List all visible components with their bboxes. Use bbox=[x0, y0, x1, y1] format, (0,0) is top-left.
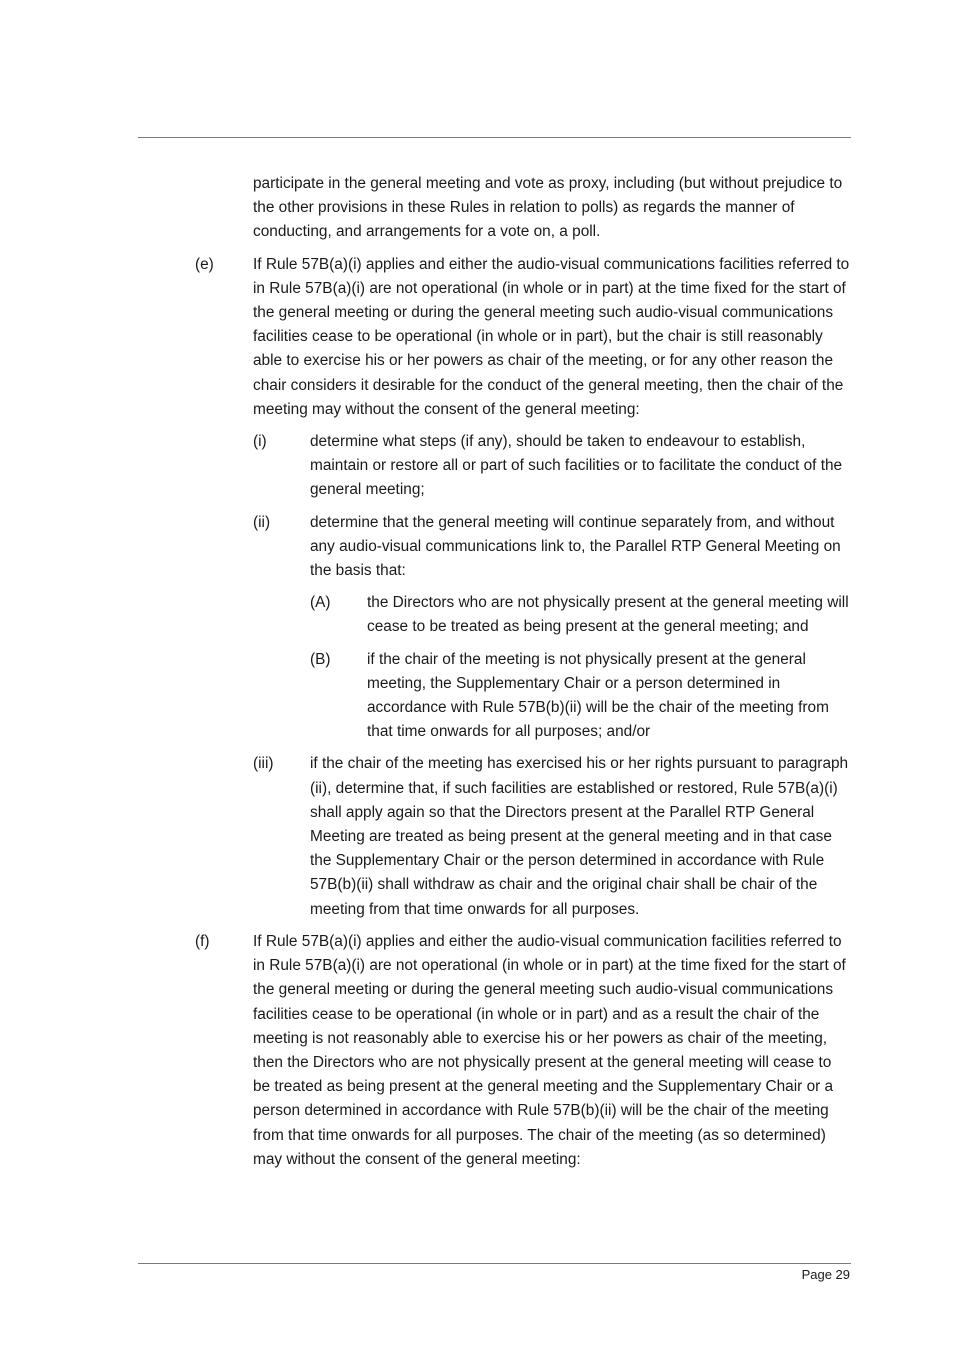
item-e-iii-text: if the chair of the meeting has exercised his or her rights pursuant to paragraph (ii), determine that, if such facilities are established or restored, Rule 57B(a)(i) shall apply again so that the Directors present at the Parallel RTP General Meeting are treated as being present at the general meeting and in that case the Supplementary Chair or the person determined in accordance with Rule 57B(b)(ii) shall withdraw as chair and the original chair shall be chair of the meeting from that time onwards for all purposes. bbox=[310, 755, 849, 918]
paragraph-e-text: If Rule 57B(a)(i) applies and either the audio-visual communications facilities referred to in Rule 57B(a)(i) are not operational (in whole or in part) at the time fixed for the start of the general meeting or during the general meeting such audio-visual communications facilities cease to be operational (in whole or in part), but the chair is still reasonably able to exercise his or her powers as chair of the meeting, or for any other reason the chair considers it desirable for the conduct of the general meeting, then the chair of the meeting may without the consent of the general meeting: bbox=[253, 255, 850, 418]
document-body bbox=[0, 172, 965, 1172]
subitem-e-ii-a bbox=[0, 591, 965, 639]
paragraph-f-label: (f) bbox=[195, 932, 210, 950]
item-e-iii-label: (iii) bbox=[253, 755, 274, 773]
paragraph-f-text: If Rule 57B(a)(i) applies and either the audio-visual communication facilities referred to in Rule 57B(a)(i) are not operational (in whole or in part) at the time fixed for the start of the general meeting or during the general meeting such audio-visual communications facilities cease to be operational (in whole or in part) and as a result the chair of the meeting is not reasonably able to exercise his or her powers as chair of the meeting, then the Directors who are not physically present at the general meeting will cease to be treated as being present at the general meeting and the Supplementary Chair or a person determined in accordance with Rule 57B(b)(ii) will be the chair of the meeting from that time onwards for all purposes. The chair of the meeting (as so determined) may without the consent of the general meeting: bbox=[253, 932, 846, 1168]
item-e-iii bbox=[0, 752, 965, 921]
item-e-i-label: (i) bbox=[253, 433, 267, 451]
item-e-i-text: determine what steps (if any), should be taken to endeavour to establish, maintain or restore all or part of such facilities or to facilitate the conduct of the general meeting; bbox=[310, 433, 843, 499]
item-e-ii-text: determine that the general meeting will continue separately from, and without any audio-visual communications link to, the Parallel RTP General Meeting on the basis that: bbox=[310, 513, 841, 580]
subitem-e-ii-a-text: the Directors who are not physically present at the general meeting will cease to be treated as being present at the general meeting; and bbox=[367, 594, 849, 636]
continuation-text: participate in the general meeting and vote as proxy, including (but without prejudice to the other provisions in these Rules in relation to polls) as regards the manner of conducting, and arrangements for a vote on, a poll. bbox=[253, 175, 843, 241]
item-e-ii-label: (ii) bbox=[253, 513, 271, 531]
subitem-e-ii-a-label: (A) bbox=[310, 594, 331, 612]
continuation-paragraph bbox=[0, 172, 965, 245]
paragraph-e bbox=[0, 253, 965, 422]
subitem-e-ii-b bbox=[0, 648, 965, 745]
paragraph-e-label: (e) bbox=[195, 255, 214, 273]
header-divider bbox=[138, 137, 851, 138]
footer-divider bbox=[138, 1263, 851, 1264]
subitem-e-ii-b-label: (B) bbox=[310, 650, 331, 668]
item-e-i bbox=[0, 430, 965, 503]
item-e-ii bbox=[0, 511, 965, 584]
subitem-e-ii-b-text: if the chair of the meeting is not physically present at the general meeting, the Supplementary Chair or a person determined in accordance with Rule 57B(b)(ii) will be the chair of the meeting from that time onwards for all purposes; and/or bbox=[367, 650, 829, 741]
paragraph-f bbox=[0, 930, 965, 1172]
page-number: Page 29 bbox=[801, 1267, 850, 1282]
